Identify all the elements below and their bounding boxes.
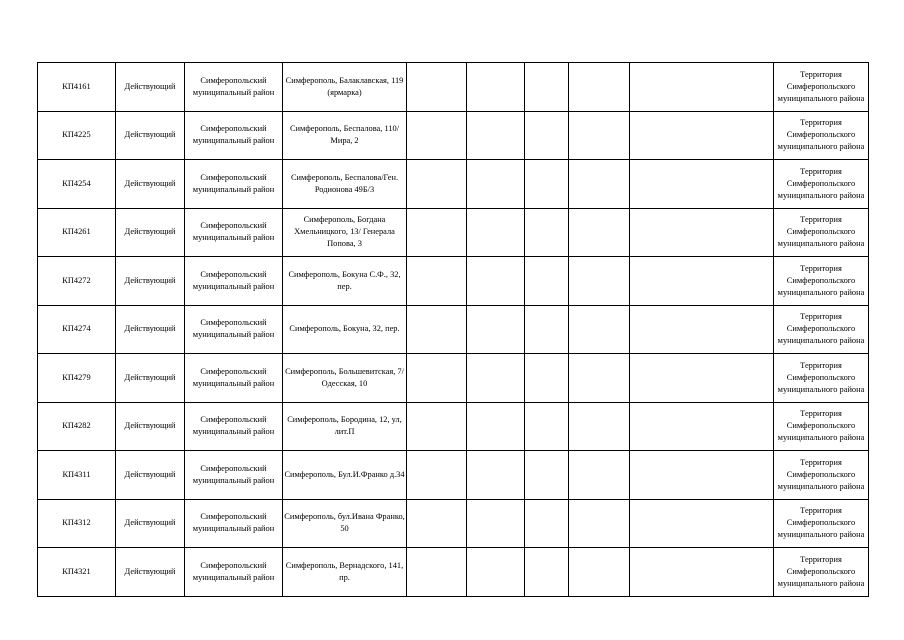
object-code-cell: КП4254: [38, 160, 116, 209]
territory-cell: Территория Симферопольского муниципального района: [774, 63, 869, 112]
address-cell: Симферополь, Бул.И.Франко д.34: [283, 451, 407, 500]
address-cell: Симферополь, Богдана Хмельницкого, 13/ Генерала Попова, 3: [283, 208, 407, 257]
empty-cell: [630, 451, 774, 500]
empty-cell: [525, 451, 569, 500]
empty-cell: [525, 257, 569, 306]
empty-cell: [407, 208, 467, 257]
district-cell: Симферопольский муниципальный район: [185, 451, 283, 500]
empty-cell: [407, 402, 467, 451]
empty-cell: [630, 63, 774, 112]
empty-cell: [467, 354, 525, 403]
empty-cell: [407, 63, 467, 112]
territory-cell: Территория Симферопольского муниципального района: [774, 257, 869, 306]
table-row: [38, 160, 869, 209]
empty-cell: [525, 499, 569, 548]
district-cell: Симферопольский муниципальный район: [185, 402, 283, 451]
status-cell: Действующий: [116, 305, 185, 354]
address-cell: Симферополь, Балаклавская, 119 (ярмарка): [283, 63, 407, 112]
table-row: [38, 63, 869, 112]
object-code-cell: КП4282: [38, 402, 116, 451]
empty-cell: [630, 402, 774, 451]
status-cell: Действующий: [116, 257, 185, 306]
empty-cell: [569, 354, 630, 403]
object-code-cell: КП4311: [38, 451, 116, 500]
district-cell: Симферопольский муниципальный район: [185, 160, 283, 209]
address-cell: Симферополь, Беспалова/Ген. Родионова 49Б/3: [283, 160, 407, 209]
district-cell: Симферопольский муниципальный район: [185, 548, 283, 597]
object-code-cell: КП4279: [38, 354, 116, 403]
empty-cell: [569, 305, 630, 354]
empty-cell: [407, 354, 467, 403]
table-row: [38, 257, 869, 306]
table-row: [38, 451, 869, 500]
empty-cell: [467, 63, 525, 112]
table-row: [38, 111, 869, 160]
empty-cell: [630, 354, 774, 403]
status-cell: Действующий: [116, 548, 185, 597]
empty-cell: [467, 451, 525, 500]
empty-cell: [569, 160, 630, 209]
status-cell: Действующий: [116, 451, 185, 500]
territory-cell: Территория Симферопольского муниципального района: [774, 160, 869, 209]
empty-cell: [525, 354, 569, 403]
territory-cell: Территория Симферопольского муниципального района: [774, 354, 869, 403]
empty-cell: [467, 402, 525, 451]
address-cell: Симферополь, бул.Ивана Франко, 50: [283, 499, 407, 548]
empty-cell: [630, 160, 774, 209]
empty-cell: [407, 160, 467, 209]
empty-cell: [630, 257, 774, 306]
object-code-cell: КП4225: [38, 111, 116, 160]
empty-cell: [467, 208, 525, 257]
territory-cell: Территория Симферопольского муниципального района: [774, 548, 869, 597]
territory-cell: Территория Симферопольского муниципального района: [774, 451, 869, 500]
object-code-cell: КП4272: [38, 257, 116, 306]
object-code-cell: КП4274: [38, 305, 116, 354]
address-cell: Симферополь, Вернадского, 141, пр.: [283, 548, 407, 597]
empty-cell: [569, 111, 630, 160]
table-row: [38, 402, 869, 451]
address-cell: Симферополь, Бокуна С.Ф., 32, пер.: [283, 257, 407, 306]
object-code-cell: КП4312: [38, 499, 116, 548]
district-cell: Симферопольский муниципальный район: [185, 111, 283, 160]
empty-cell: [407, 499, 467, 548]
empty-cell: [407, 548, 467, 597]
empty-cell: [407, 257, 467, 306]
empty-cell: [569, 402, 630, 451]
status-cell: Действующий: [116, 111, 185, 160]
address-cell: Симферополь, Бокуна, 32, пер.: [283, 305, 407, 354]
registry-table: [37, 62, 869, 597]
empty-cell: [630, 548, 774, 597]
empty-cell: [467, 160, 525, 209]
territory-cell: Территория Симферопольского муниципального района: [774, 111, 869, 160]
address-cell: Симферополь, Бородина, 12, ул, лит.П: [283, 402, 407, 451]
empty-cell: [569, 208, 630, 257]
empty-cell: [630, 305, 774, 354]
territory-cell: Территория Симферопольского муниципального района: [774, 305, 869, 354]
empty-cell: [569, 451, 630, 500]
district-cell: Симферопольский муниципальный район: [185, 208, 283, 257]
registry-body: [38, 63, 869, 597]
status-cell: Действующий: [116, 402, 185, 451]
district-cell: Симферопольский муниципальный район: [185, 499, 283, 548]
table-row: [38, 305, 869, 354]
empty-cell: [467, 257, 525, 306]
empty-cell: [525, 111, 569, 160]
empty-cell: [630, 499, 774, 548]
empty-cell: [569, 257, 630, 306]
table-row: [38, 548, 869, 597]
empty-cell: [569, 63, 630, 112]
territory-cell: Территория Симферопольского муниципального района: [774, 499, 869, 548]
empty-cell: [630, 111, 774, 160]
empty-cell: [525, 160, 569, 209]
empty-cell: [569, 499, 630, 548]
empty-cell: [467, 548, 525, 597]
empty-cell: [407, 451, 467, 500]
empty-cell: [630, 208, 774, 257]
object-code-cell: КП4261: [38, 208, 116, 257]
empty-cell: [525, 63, 569, 112]
empty-cell: [525, 548, 569, 597]
empty-cell: [525, 305, 569, 354]
empty-cell: [525, 208, 569, 257]
empty-cell: [407, 111, 467, 160]
status-cell: Действующий: [116, 499, 185, 548]
empty-cell: [467, 111, 525, 160]
territory-cell: Территория Симферопольского муниципального района: [774, 402, 869, 451]
empty-cell: [407, 305, 467, 354]
territory-cell: Территория Симферопольского муниципального района: [774, 208, 869, 257]
district-cell: Симферопольский муниципальный район: [185, 63, 283, 112]
empty-cell: [569, 548, 630, 597]
object-code-cell: КП4321: [38, 548, 116, 597]
empty-cell: [525, 402, 569, 451]
district-cell: Симферопольский муниципальный район: [185, 257, 283, 306]
table-row: [38, 499, 869, 548]
district-cell: Симферопольский муниципальный район: [185, 354, 283, 403]
status-cell: Действующий: [116, 354, 185, 403]
table-row: [38, 208, 869, 257]
district-cell: Симферопольский муниципальный район: [185, 305, 283, 354]
object-code-cell: КП4161: [38, 63, 116, 112]
empty-cell: [467, 305, 525, 354]
address-cell: Симферополь, Беспалова, 110/ Мира, 2: [283, 111, 407, 160]
address-cell: Симферополь, Большевитская, 7/ Одесская, 10: [283, 354, 407, 403]
table-row: [38, 354, 869, 403]
empty-cell: [467, 499, 525, 548]
status-cell: Действующий: [116, 208, 185, 257]
status-cell: Действующий: [116, 63, 185, 112]
status-cell: Действующий: [116, 160, 185, 209]
registry-sheet: [37, 62, 869, 597]
